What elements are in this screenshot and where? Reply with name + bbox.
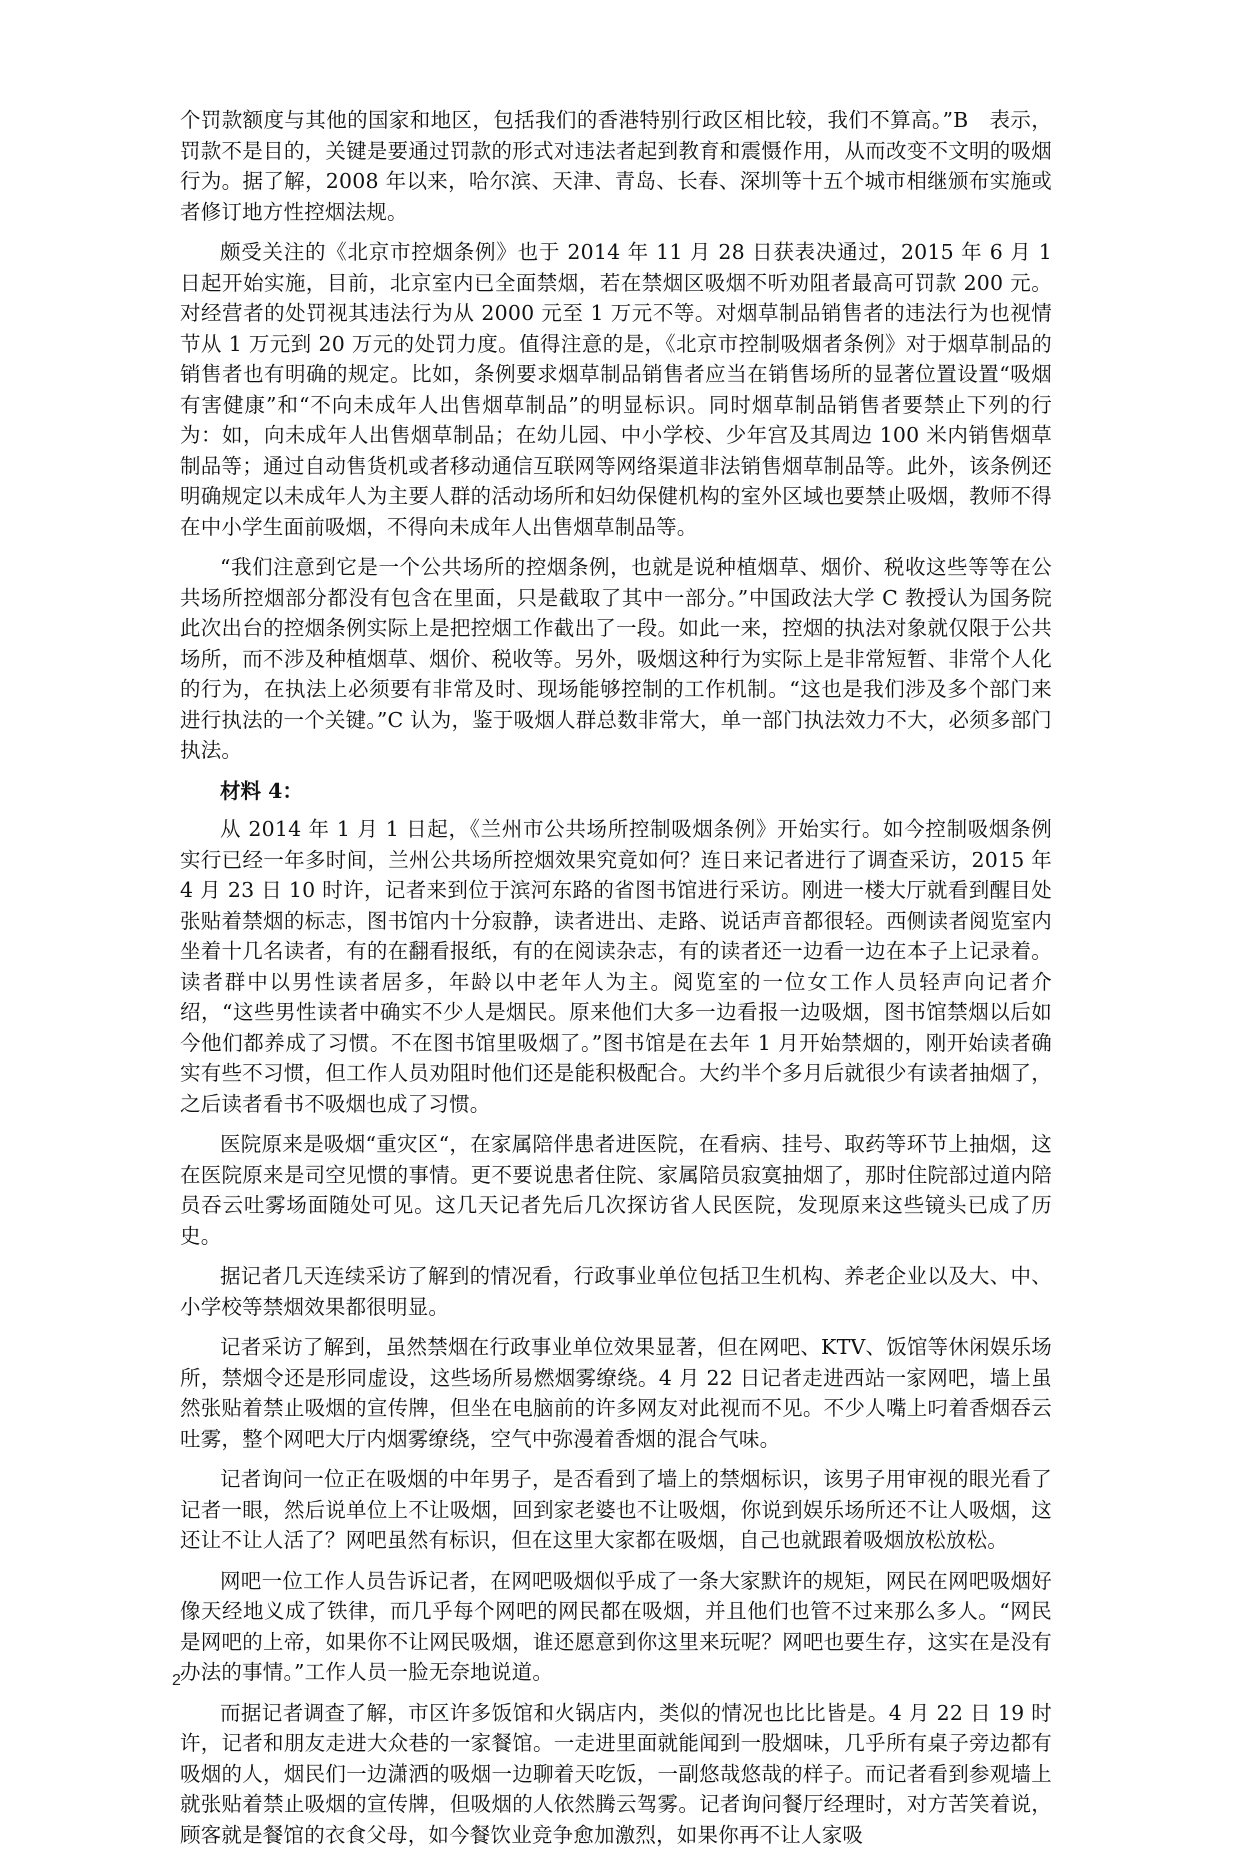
paragraph: “我们注意到它是一个公共场所的控烟条例，也就是说种植烟草、烟价、税收这些等等在公共场所控烟部分都没有包含在里面，只是截取了其中一部分。”中国政法大学 C 教授认为国务院此次出台的控烟条例实际上是把控烟工作截出了一段。如此一来，控烟的执法对象就仅限于公共场所，而不涉及种植烟草、烟价、税收等。另外，吸烟这种行为实际上是非常短暂、非常个人化的行为，在执法上必须要有非常及时、现场能够控制的工作机制。“这也是我们涉及多个部门来进行执法的一个关键。”C 认为，鉴于吸烟人群总数非常大，单一部门执法效力不大，必须多部门执法。 bbox=[180, 555, 1052, 762]
paragraph: 而据记者调查了解，市区许多饭馆和火锅店内，类似的情况也比比皆是。4 月 22 日 19 时许，记者和朋友走进大众巷的一家餐馆。一走进里面就能闻到一股烟味，几乎所有桌子旁边都有吸烟的人，烟民们一边潇洒的吸烟一边聊着天吃饭，一副悠哉悠哉的样子。而记者看到参观墙上就张贴着禁止吸烟的宣传牌，但吸烟的人依然腾云驾雾。记者询问餐厅经理时，对方苦笑着说，顾客就是餐馆的衣食父母，如今餐饮业竞争愈加激烈，如果你再不让人家吸 bbox=[180, 1700, 1052, 1847]
paragraph: 据记者几天连续采访了解到的情况看，行政事业单位包括卫生机构、养老企业以及大、中、小学校等禁烟效果都很明显。 bbox=[180, 1264, 1052, 1319]
paragraph: 个罚款额度与其他的国家和地区，包括我们的香港特别行政区相比较，我们不算高。”B 表示，罚款不是目的，关键是要通过罚款的形式对违法者起到教育和震慑作用，从而改变不文明的吸烟行为。据了解，2008 年以来，哈尔滨、天津、青岛、长春、深圳等十五个城市相继颁布实施或者修订地方性控烟法规。 bbox=[180, 108, 1052, 224]
document-body bbox=[180, 105, 1052, 1860]
section-heading: 材料 4： bbox=[220, 778, 303, 803]
paragraph: 记者采访了解到，虽然禁烟在行政事业单位效果显著，但在网吧、KTV、饭馆等休闲娱乐场所，禁烟令还是形同虚设，这些场所易燃烟雾缭绕。4 月 22 日记者走进西站一家网吧，墙上虽然张贴着禁止吸烟的宣传牌，但坐在电脑前的许多网友对此视而不见。不少人嘴上叼着香烟吞云吐雾，整个网吧大厅内烟雾缭绕，空气中弥漫着香烟的混合气味。 bbox=[180, 1335, 1052, 1451]
page-number: 2 bbox=[172, 1672, 181, 1689]
paragraph: 从 2014 年 1 月 1 日起，《兰州市公共场所控制吸烟条例》开始实行。如今控制吸烟条例实行已经一年多时间，兰州公共场所控烟效果究竟如何？连日来记者进行了调查采访，2015 年 4 月 23 日 10 时许，记者来到位于滨河东路的省图书馆进行采访。刚进一楼大厅就看到醒目处张贴着禁烟的标志，图书馆内十分寂静，读者进出、走路、说话声音都很轻。西侧读者阅览室内坐着十几名读者，有的在翻看报纸，有的在阅读杂志，有的读者还一边看一边在本子上记录着。读者群中以男性读者居多，年龄以中老年人为主。阅览室的一位女工作人员轻声向记者介绍，“这些男性读者中确实不少人是烟民。原来他们大多一边看报一边吸烟，图书馆禁烟以后如今他们都养成了习惯。不在图书馆里吸烟了。”图书馆是在去年 1 月开始禁烟的，刚开始读者确实有些不习惯，但工作人员劝阻时他们还是能积极配合。大约半个多月后就很少有读者抽烟了，之后读者看书不吸烟也成了习惯。 bbox=[180, 817, 1052, 1116]
paragraph: 医院原来是吸烟“重灾区“，在家属陪伴患者进医院，在看病、挂号、取药等环节上抽烟，这在医院原来是司空见惯的事情。更不要说患者住院、家属陪员寂寞抽烟了，那时住院部过道内陪员吞云吐雾场面随处可见。这几天记者先后几次探访省人民医院，发现原来这些镜头已成了历史。 bbox=[180, 1132, 1052, 1248]
paragraph: 网吧一位工作人员告诉记者，在网吧吸烟似乎成了一条大家默许的规矩，网民在网吧吸烟好像天经地义成了铁律，而几乎每个网吧的网民都在吸烟，并且他们也管不过来那么多人。“网民是网吧的上帝，如果你不让网民吸烟，谁还愿意到你这里来玩呢？网吧也要生存，这实在是没有办法的事情。”工作人员一脸无奈地说道。 bbox=[180, 1568, 1052, 1684]
paragraph: 记者询问一位正在吸烟的中年男子，是否看到了墙上的禁烟标识，该男子用审视的眼光看了记者一眼，然后说单位上不让吸烟，回到家老婆也不让吸烟，你说到娱乐场所还不让人吸烟，这还让不让人活了？网吧虽然有标识，但在这里大家都在吸烟，自己也就跟着吸烟放松放松。 bbox=[180, 1467, 1052, 1552]
paragraph: 颇受关注的《北京市控烟条例》也于 2014 年 11 月 28 日获表决通过，2015 年 6 月 1 日起开始实施，目前，北京室内已全面禁烟，若在禁烟区吸烟不听劝阻者最高可罚款 200 元。对经营者的处罚视其违法行为从 2000 元至 1 万元不等。对烟草制品销售者的违法行为也视情节从 1 万元到 20 万元的处罚力度。值得注意的是，《北京市控制吸烟者条例》对于烟草制品的销售者也有明确的规定。比如，条例要求烟草制品销售者应当在销售场所的显著位置设置“吸烟有害健康”和“不向未成年人出售烟草制品”的明显标识。同时烟草制品销售者要禁止下列的行为：如，向未成年人出售烟草制品；在幼儿园、中小学校、少年宫及其周边 100 米内销售烟草制品等；通过自动售货机或者移动通信互联网等网络渠道非法销售烟草制品等。此外，该条例还明确规定以未成年人为主要人群的活动场所和妇幼保健机构的室外区域也要禁止吸烟，教师不得在中小学生面前吸烟，不得向未成年人出售烟草制品等。 bbox=[180, 240, 1052, 539]
